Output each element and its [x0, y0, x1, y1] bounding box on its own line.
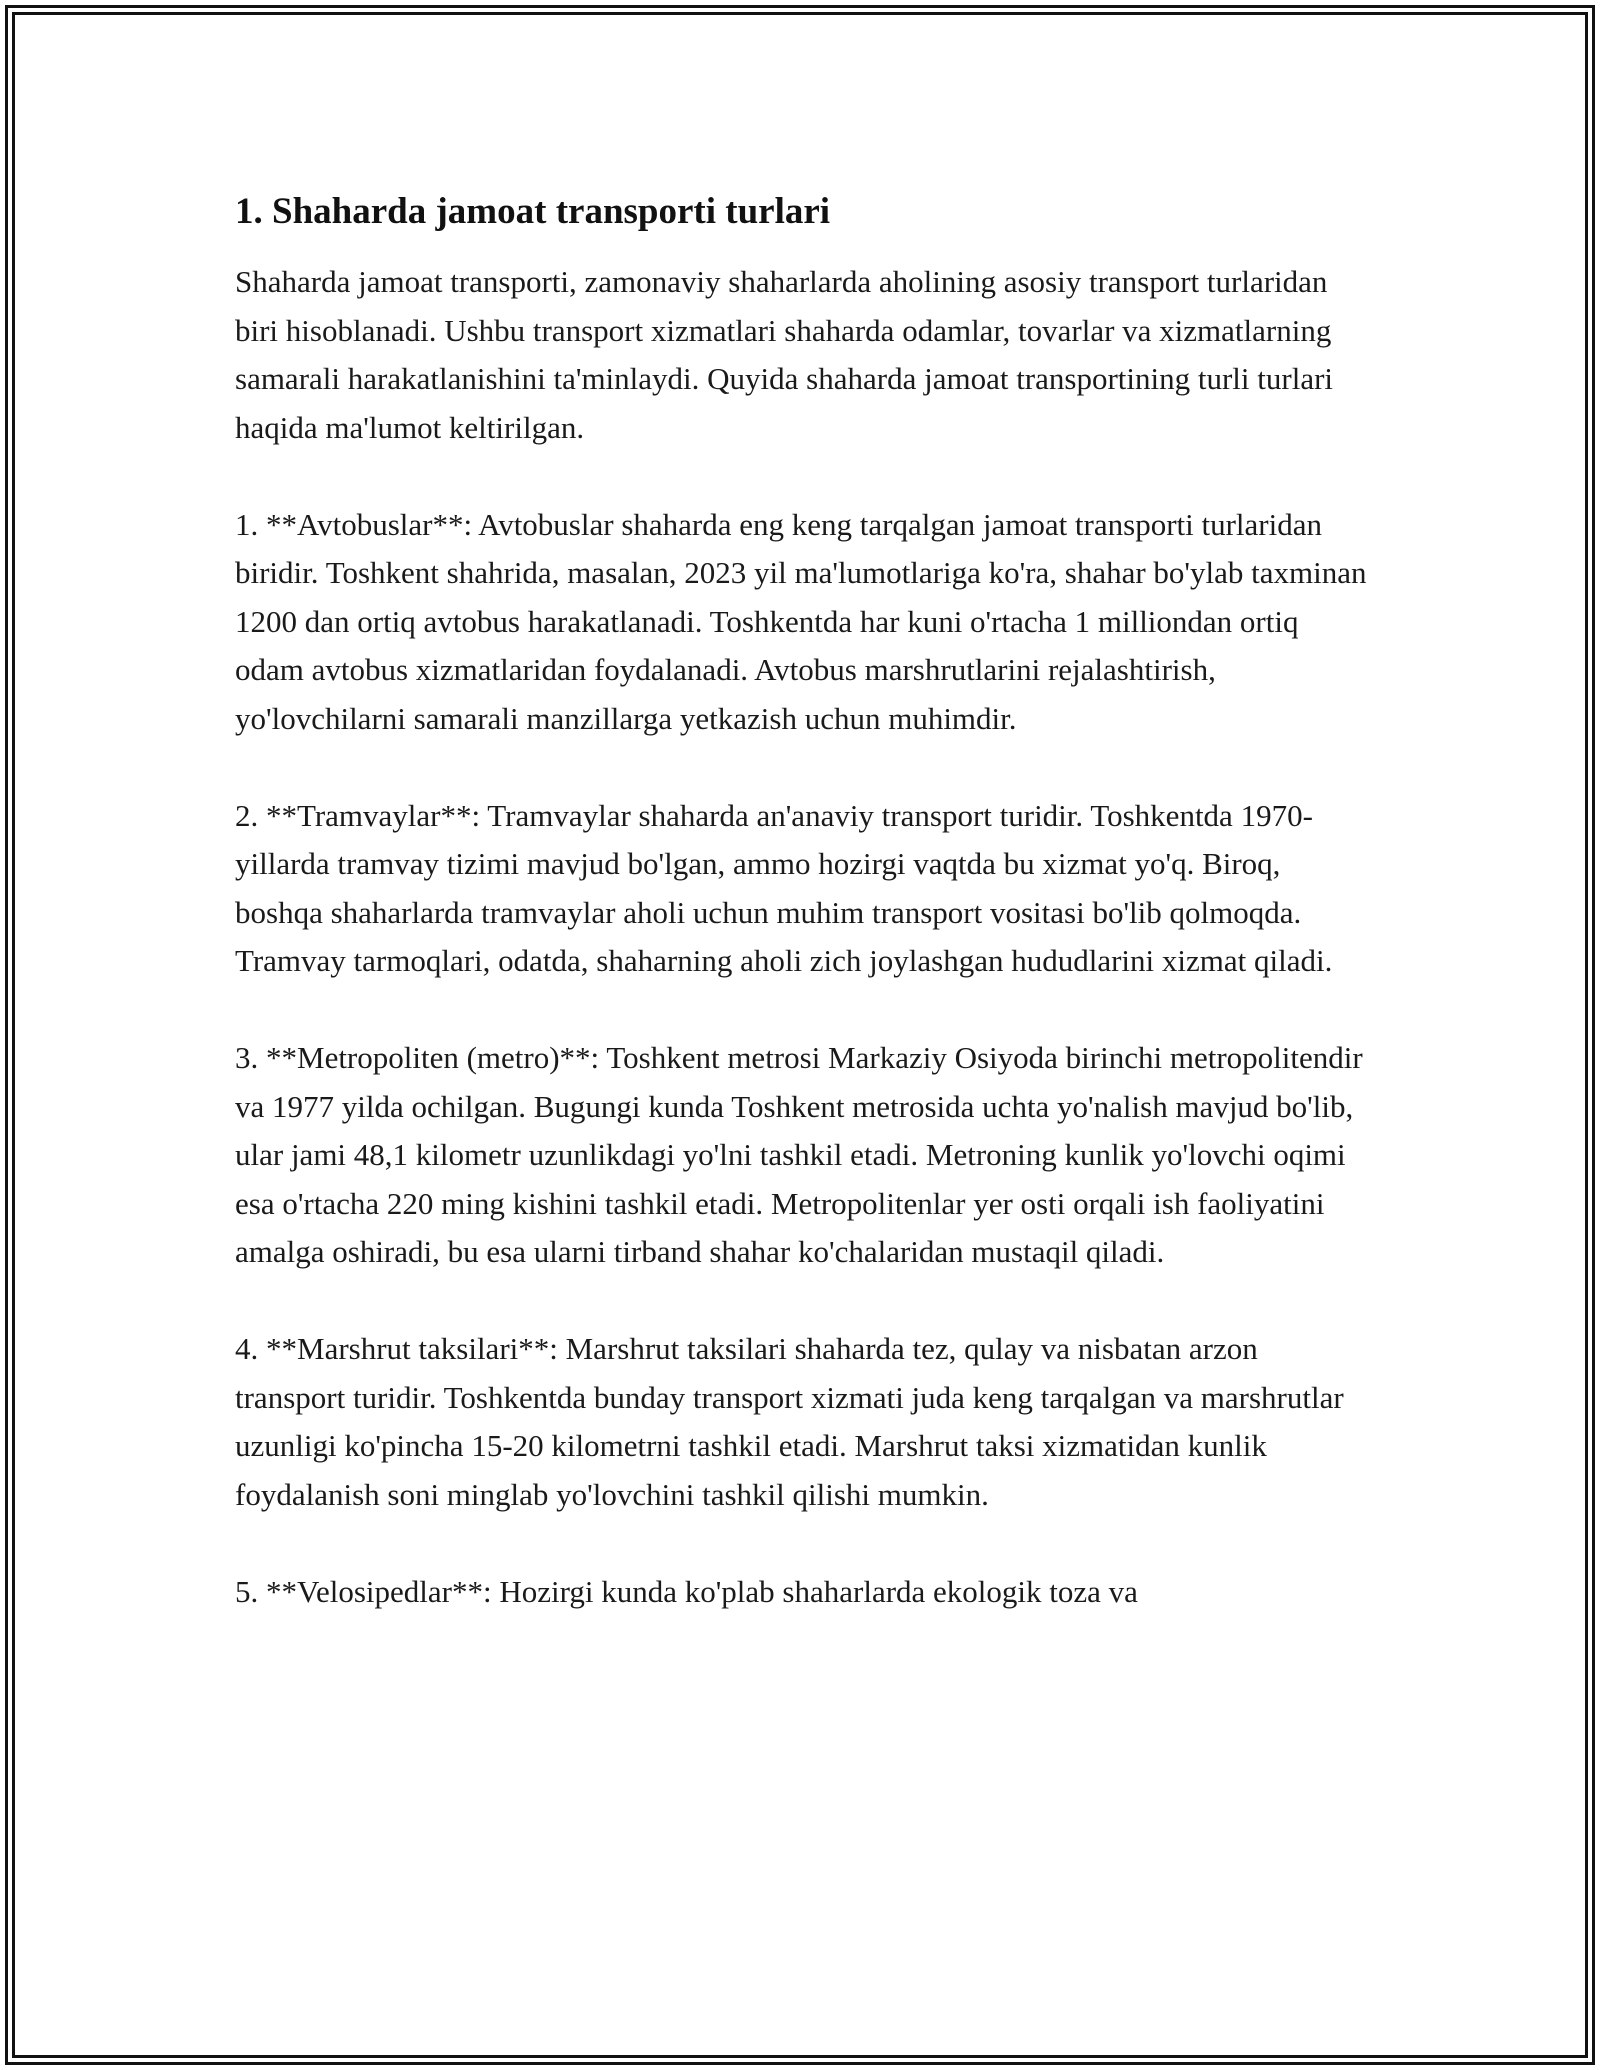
- section-heading: 1. Shaharda jamoat transporti turlari: [235, 191, 831, 232]
- document-body: [235, 188, 1370, 1665]
- paragraph-marshrut-taksilari: 4. **Marshrut taksilari**: Marshrut taksilari shaharda tez, qulay va nisbatan arzon transport turidir. Toshkentda bunday transport xizmati juda keng tarqalgan va marshrutlar uzunligi ko'pincha 15-20 kilometrni tashkil etadi. Marshrut taksi xizmatidan kunlik foydalanish soni minglab yo'lovchini tashkil qilishi mumkin.: [235, 1331, 1344, 1512]
- intro-paragraph: Shaharda jamoat transporti, zamonaviy shaharlarda aholining asosiy transport turlaridan biri hisoblanadi. Ushbu transport xizmatlari shaharda odamlar, tovarlar va xizmatlarning samarali harakatlanishini ta'minlaydi. Quyida shaharda jamoat transportining turli turlari haqida ma'lumot keltirilgan.: [235, 264, 1334, 445]
- paragraph-metropoliten: 3. **Metropoliten (metro)**: Toshkent metrosi Markaziy Osiyoda birinchi metropolitendir va 1977 yilda ochilgan. Bugungi kunda Toshkent metrosida uchta yo'nalish mavjud bo'lib, ular jami 48,1 kilometr uzunlikdagi yo'lni tashkil etadi. Metroning kunlik yo'lovchi oqimi esa o'rtacha 220 ming kishini tashkil etadi. Metropolitenlar yer osti orqali ish faoliyatini amalga oshiradi, bu esa ularni tirband shahar ko'chalaridan mustaqil qiladi.: [235, 1040, 1363, 1269]
- paragraph-velosipedlar: 5. **Velosipedlar**: Hozirgi kunda ko'plab shaharlarda ekologik toza va: [235, 1573, 1138, 1609]
- paragraph-avtobuslar: 1. **Avtobuslar**: Avtobuslar shaharda eng keng tarqalgan jamoat transporti turlaridan biridir. Toshkent shahrida, masalan, 2023 yil ma'lumotlariga ko'ra, shahar bo'ylab taxminan 1200 dan ortiq avtobus harakatlanadi. Toshkentda har kuni o'rtacha 1 milliondan ortiq odam avtobus xizmatlaridan foydalanadi. Avtobus marshrutlarini rejalashtirish, yo'lovchilarni samarali manzillarga yetkazish uchun muhimdir.: [235, 506, 1367, 736]
- paragraph-tramvaylar: 2. **Tramvaylar**: Tramvaylar shaharda an'anaviy transport turidir. Toshkentda 1970-yillarda tramvay tizimi mavjud bo'lgan, ammo hozirgi vaqtda bu xizmat yo'q. Biroq, boshqa shaharlarda tramvaylar aholi uchun muhim transport vositasi bo'lib qolmoqda. Tramvay tarmoqlari, odatda, shaharning aholi zich joylashgan hududlarini xizmat qiladi.: [235, 797, 1333, 978]
